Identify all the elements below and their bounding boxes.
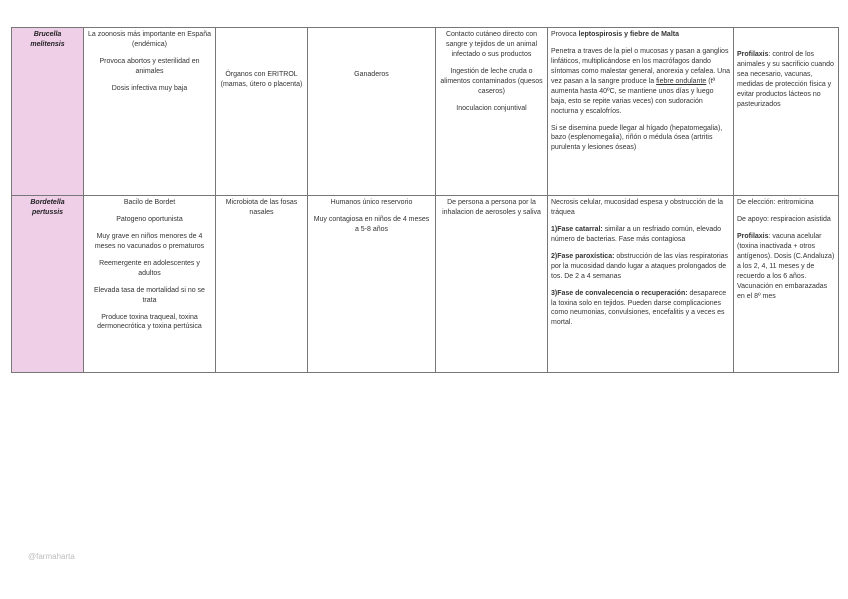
organism-species: melitensis: [30, 40, 65, 48]
disease-intro: Necrosis celular, mucosidad espesa y obstrucción de la tráquea: [551, 199, 723, 216]
prophylaxis-text: Profilaxis: control de los animales y su sacrificio cuando sea necesario, vacunas, medidas de protección física y evitar productos lácteos no pasteurizados: [737, 51, 834, 108]
watermark: @farmaharta: [28, 552, 75, 561]
characteristic-text: Elevada tasa de mortalidad si no se trata: [94, 286, 205, 304]
treatment-support: De apoyo: respiracion asistida: [737, 215, 831, 223]
characteristic-text: Dosis infectiva muy baja: [111, 84, 188, 92]
characteristic-text: Muy grave en niños menores de 4 meses no vacunados o prematuros: [94, 232, 205, 250]
treatment-choice: De elección: eritromicina: [737, 199, 814, 206]
phase-paroxysmal: 2)Fase paroxística: obstrucción de las vías respiratorias por la mucosidad dando lugar a ataques prolongados de tos. De 2 a 4 semanas: [551, 252, 729, 280]
characteristic-text: Bacilo de Bordet: [123, 199, 176, 206]
disease-name: leptospirosis y fiebre de Malta: [578, 31, 679, 38]
disease-pathogenesis: Penetra a traves de la piel o mucosas y pasan a ganglios linfáticos, multiplicándose en los macrófagos dando síntomas como malestar general, anorexia y cefalea. Una vez pasan a la sangre produce la fiebre ondulante (tª aumenta hasta 40ºC, se mantiene unos días y luego baja, esto se repite varias veces) con sudoración nocturna y escalofríos.: [551, 47, 730, 115]
reservoir-text: Muy contagiosa en niños de 4 meses a 5-8 años: [313, 215, 430, 233]
phase-catarrhal: 1)Fase catarral: similar a un resfriado común, elevado número de bacterias. Fase más contagiosa: [551, 225, 722, 243]
transmission-text: Ingestión de leche cruda o alimentos contaminados (quesos caseros): [440, 67, 543, 95]
phase-convalescence: 3)Fase de convalecencia o recuperación: desaparece la toxina solo en tejidos. Pueden darse complicaciones como neumonias, convulsiones, encefalitis y a veces es mortal.: [551, 289, 727, 327]
table-row-brucella: [12, 28, 839, 196]
characteristics-cell: [84, 196, 216, 373]
fever-term: fiebre ondulante: [656, 77, 707, 85]
characteristics-cell: [84, 28, 216, 196]
organism-species: pertussis: [31, 208, 64, 216]
location-text: Órganos con ERITROL (mamas, útero o placenta): [220, 71, 303, 88]
reservoir-text: Humanos único reservorio: [330, 199, 413, 206]
transmission-text: Inoculacion conjuntival: [456, 104, 527, 112]
treatment-cell: [734, 28, 839, 196]
reservoir-text: Ganaderos: [354, 71, 389, 78]
characteristic-text: La zoonosis más importante en España (endémica): [88, 31, 211, 48]
microbiology-table: [11, 27, 839, 373]
transmission-cell: [436, 28, 548, 196]
location-text: Microbiota de las fosas nasales: [225, 199, 298, 216]
organism-name-cell: [12, 28, 84, 196]
characteristic-text: Produce toxina traqueal, toxina dermonecrótica y toxina pertúsica: [97, 313, 202, 331]
transmission-cell: [436, 196, 548, 373]
organism-name-cell: [12, 196, 84, 373]
table-row-bordetella: [12, 196, 839, 373]
organism-genus: Bordetella: [30, 199, 65, 206]
transmission-text: Contacto cutáneo directo con sangre y tejidos de un animal infectado o sus productos: [445, 31, 538, 58]
organism-genus: Brucella: [33, 31, 62, 38]
location-cell: [216, 196, 308, 373]
disease-dissemination: Si se disemina puede llegar al hígado (hepatomegalia), bazo (esplenomegalia), riñón o médula ósea (artritis purulenta y lesiones óseas): [551, 124, 723, 152]
reservoir-cell: [308, 196, 436, 373]
pregnancy-vaccination: Vacunación en embarazadas en el 8º mes: [737, 282, 828, 300]
characteristic-text: Patogeno oportunista: [116, 215, 183, 223]
reservoir-cell: [308, 28, 436, 196]
disease-cell: [548, 196, 734, 373]
transmission-text: De persona a persona por la inhalacion de aerosoles y saliva: [442, 199, 541, 216]
treatment-cell: [734, 196, 839, 373]
characteristic-text: Reemergente en adolescentes y adultos: [99, 259, 200, 277]
disease-intro: Provoca leptospirosis y fiebre de Malta: [551, 31, 679, 38]
disease-cell: [548, 28, 734, 196]
location-cell: [216, 28, 308, 196]
characteristic-text: Provoca abortos y esterilidad en animales: [99, 57, 200, 75]
prophylaxis-text: Profilaxis: vacuna acelular (toxina inactivada + otros antígenos). Dosis (C.Andaluza) a los 2, 4, 11 meses y de recuerdo a los 6 años. Vacunación en embarazadas en el 8º mes: [737, 232, 835, 300]
